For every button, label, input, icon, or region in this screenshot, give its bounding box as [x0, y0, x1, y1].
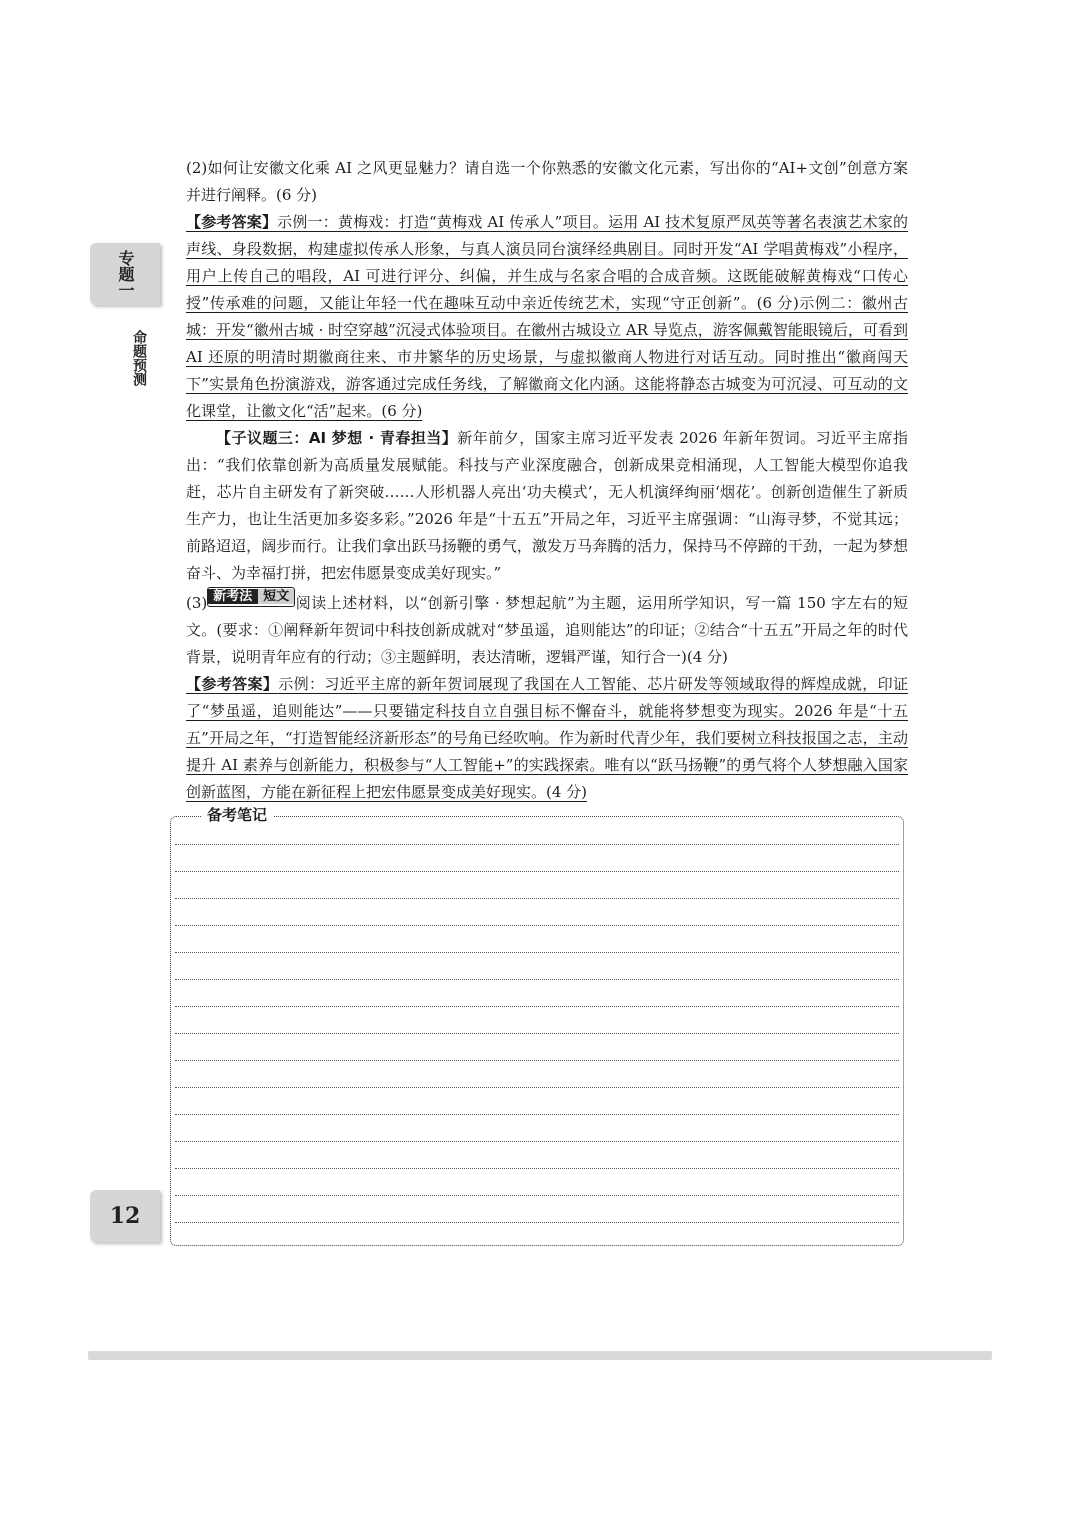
main-content — [186, 155, 908, 806]
new-format-badge — [207, 587, 295, 607]
material-tag: 【子议题三：AI 梦想 · 青春担当】 — [216, 429, 458, 447]
notes-box[interactable] — [170, 806, 904, 1246]
note-line — [175, 1195, 899, 1196]
note-line — [175, 925, 899, 926]
badge-type: 短文 — [258, 589, 294, 604]
note-line — [175, 1060, 899, 1061]
note-line — [175, 1033, 899, 1034]
note-line — [175, 952, 899, 953]
answer-3 — [186, 671, 908, 806]
answer-3-tag: 【参考答案】 — [186, 675, 279, 693]
note-line — [175, 871, 899, 872]
note-line — [175, 1168, 899, 1169]
note-line — [175, 1222, 899, 1223]
note-line — [175, 1087, 899, 1088]
question-3 — [186, 587, 908, 671]
note-line — [175, 979, 899, 980]
note-line — [175, 1114, 899, 1115]
question-2: (2)如何让安徽文化乘 AI 之风更显魅力？请自选一个你熟悉的安徽文化元素，写出你的“AI+文创”创意方案并进行阐释。(6 分) — [186, 159, 908, 204]
page-number: 12 — [90, 1190, 160, 1242]
note-line — [175, 1006, 899, 1007]
notes-title: 备考笔记 — [201, 805, 273, 825]
answer-2-tag: 【参考答案】 — [186, 213, 278, 231]
section-tab: 专题一 — [90, 243, 160, 305]
material-text: 新年前夕，国家主席习近平发表 2026 年新年贺词。习近平主席指出：“我们依靠创新为高质量发展赋能。科技与产业深度融合，创新成果竞相涌现，人工智能大模型你追我赶，芯片自主研发有了新突破……人形机器人亮出‘功夫模式’，无人机演绎绚丽‘烟花’。创新创造催生了新质生产力，也让生活更加多姿多彩。”2026 年是“十五五”开局之年，习近平主席强调：“山海寻梦，不觉其远；前路迢迢，阔步而行。让我们拿出跃马扬鞭的勇气，激发万马奔腾的活力，保持马不停蹄的干劲，一起为梦想奋斗、为幸福打拼，把宏伟愿景变成美好现实。” — [186, 429, 908, 582]
section-subtitle: 命题预测 — [131, 330, 147, 386]
note-line — [175, 844, 899, 845]
question-3-text: 阅读上述材料，以“创新引擎 · 梦想起航”为主题，运用所学知识，写一篇 150 字左右的短文。(要求：①阐释新年贺词中科技创新成就对“梦虽遥，追则能达”的印证；②结合“十五五”开局之年的时代背景，说明青年应有的行动；③主题鲜明，表达清晰，逻辑严谨，知行合一)(4 分) — [186, 594, 908, 666]
material-block — [186, 425, 908, 587]
question-3-prefix: (3) — [186, 594, 208, 612]
answer-2-text: 示例一：黄梅戏：打造“黄梅戏 AI 传承人”项目。运用 AI 技术复原严凤英等著名表演艺术家的声线、身段数据，构建虚拟传承人形象，与真人演员同台演绎经典剧目。同时开发“AI 学唱黄梅戏”小程序，用户上传自己的唱段，AI 可进行评分、纠偏，并生成与名家合唱的合成音频。这既能破解黄梅戏“口传心授”传承难的问题，又能让年轻一代在趣味互动中亲近传统艺术，实现“守正创新”。(6 分)示例二：徽州古城：开发“徽州古城 · 时空穿越”沉浸式体验项目。在徽州古城设立 AR 导览点，游客佩戴智能眼镜后，可看到 AI 还原的明清时期徽商往来、市井繁华的历史场景，与虚拟徽商人物进行对话互动。同时推出“徽商闯天下”实景角色扮演游戏，游客通过完成任务线，了解徽商文化内涵。这能将静态古城变为可沉浸、可互动的文化课堂，让徽文化“活”起来。(6 分) — [186, 213, 908, 420]
note-line — [175, 898, 899, 899]
badge-new: 新考法 — [208, 589, 258, 604]
answer-3-text: 示例：习近平主席的新年贺词展现了我国在人工智能、芯片研发等领域取得的辉煌成就，印证了“梦虽遥，追则能达”——只要锚定科技自立自强目标不懈奋斗，就能将梦想变为现实。2026 年是“十五五”开局之年，“打造智能经济新形态”的号角已经吹响。作为新时代青少年，我们要树立科技报国之志，主动提升 AI 素养与创新能力，积极参与“人工智能+”的实践探索。唯有以“跃马扬鞭”的勇气将个人梦想融入国家创新蓝图，方能在新征程上把宏伟愿景变成美好现实。(4 分) — [186, 675, 908, 801]
note-line — [175, 1141, 899, 1142]
footer-bar — [88, 1351, 992, 1360]
answer-2 — [186, 209, 908, 425]
